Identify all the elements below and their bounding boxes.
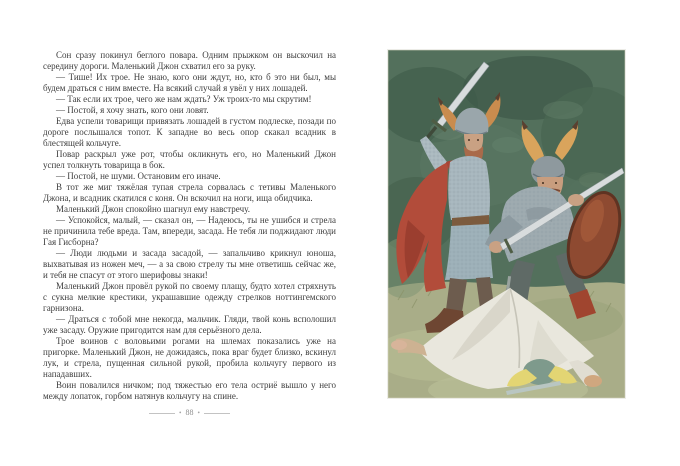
paragraph: — Постой, я хочу знать, кого они ловят. — [56, 105, 209, 115]
battle-illustration-svg — [388, 50, 625, 398]
paragraph: Повар раскрыл уже рот, чтобы окликнуть его, но Маленький Джон успел толкнуть товарища в бок. — [43, 149, 336, 170]
paragraph: Трое воинов с воловьими рогами на шлемах показались уже на пригорке. Маленький Джон, не дожидаясь, пока враг будет близко, вскинул лук, и стрела, пущенная сильной рукой, пробила кольчугу первого из нападавших. — [43, 336, 336, 379]
folio-dot-left: • — [179, 409, 182, 417]
paragraph: — Люди людьми и засада засадой, — запальчиво крикнул юноша, выхватывая из ножен меч, — а за свою стрелу ты мне ответишь сейчас же, и тебя не спасут от этого шерифовы знаки! — [43, 248, 336, 280]
paragraph: Сон сразу покинул беглого повара. Одним прыжком он выскочил на середину дороги. Маленький Джон схватил его за руку. — [43, 50, 336, 71]
paragraph: — Успокойся, малый, — сказал он, — Надеюсь, ты не ушибся и стрела не причинила тебе вреда. Там, впереди, засада. Не тебя ли поджидают люди Гая Гисборна? — [43, 215, 336, 247]
paragraph: — Драться с тобой мне некогда, мальчик. Гляди, твой конь всполошил уже засаду. Оружие пригодится нам для серьёзного дела. — [43, 314, 336, 335]
paragraph: — Так если их трое, чего же нам ждать? Уж троих-то мы скрутим! — [56, 94, 312, 104]
folio-rule-right-icon — [204, 413, 230, 414]
folio-dot-right: • — [197, 409, 200, 417]
right-page — [340, 0, 680, 466]
page-footer — [43, 408, 336, 418]
paragraph: Едва успели товарищи привязать лошадей в густом подлеске, позади по дороге послышался топот. К западне во весь опор скакал всадник в блестящей кольчуге. — [43, 116, 336, 148]
paragraph: В тот же миг тяжёлая тупая стрела сорвалась с тетивы Маленького Джона, и всадник скатился с коня. Он вскочил на ноги, ища обидчика. — [43, 182, 336, 203]
paragraph: Воин повалился ничком; под тяжестью его тела остриё вышло у него между лопаток, горбом натянув кольчугу на спине. — [43, 380, 336, 401]
paragraph: — Тише! Их трое. Не знаю, кого они ждут, но, кто б это ни был, мы будем драться с ним вместе. На всякий случай я увёл у них лошадей. — [43, 72, 336, 93]
battle-illustration — [388, 50, 625, 398]
paragraph: Маленький Джон провёл рукой по своему плащу, будто хотел стряхнуть с сукна мелкие крестики, украшавшие одежду стрелков ноттингемского гарнизона. — [43, 281, 336, 313]
paragraph: Маленький Джон спокойно шагнул ему навстречу. — [56, 204, 250, 214]
paragraph: — Постой, не шуми. Остановим его иначе. — [56, 171, 221, 181]
page-number: 88 — [185, 408, 194, 417]
folio-rule-left-icon — [149, 413, 175, 414]
text-block — [43, 50, 336, 402]
